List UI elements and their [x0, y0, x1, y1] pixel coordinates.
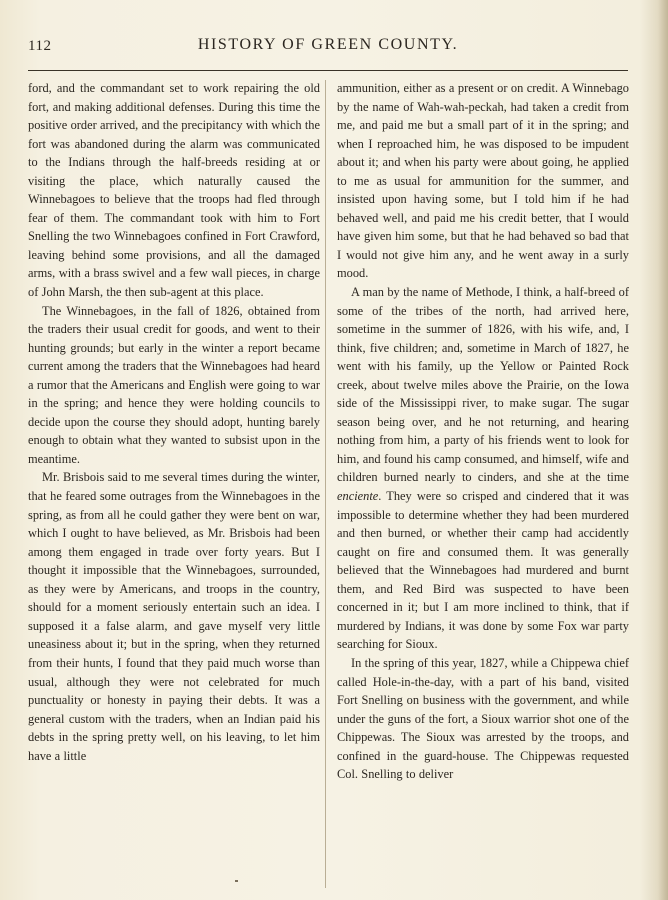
column-divider	[325, 80, 326, 888]
italic-word: enciente	[337, 489, 379, 504]
paragraph: The Winnebagoes, in the fall of 1826, obtained from the traders their usual credit for goods, and went to their hunting grounds; but early in the winter a report became current among the traders that the Winnebagoes had heard a rumor that the Americans and English were going to war in the spring; and hence they were holding councils to decide upon the course they should adopt, hunting barely enough to obtain what they wanted to subsist upon in the meantime.	[28, 303, 320, 466]
page-header	[28, 36, 628, 60]
paragraph: ammunition, either as a present or on credit. A Winnebago by the name of Wah-wah-peckah, had taken a credit from me, and paid me but a small part of it in the spring; and when I reproached him, he was disposed to be impudent about it; and when his party were about going, he applied to me as usual for ammunition for the summer, and insisted upon having some, but I told him if he had behaved well, and paid me his credit better, that I would have given him some, but that he had behaved so bad that I would not give him any, and he went away in a surly mood.	[337, 81, 629, 281]
paragraph: Mr. Brisbois said to me several times during the winter, that he feared some outrages from the Winnebagoes in the spring, as from all he could gather they were bent on war, which I ought to have believed, as Mr. Brisbois had been among them engaged in trade over forty years. But I thought it impossible that the Winnebagoes, surrounded, as they were by Americans, and troops in the country, should for a moment seriously entertain such an idea. I supposed it a false alarm, and gave myself very little uneasiness about it; but in the spring, when they returned from their hunts, I found that they paid much worse than usual, although they were not celebrated for much punctuality or honesty in paying their debts. It was a general custom with the traders, when an Indian paid his debts in the spring pretty well, on his leaving, to let him have a little	[28, 470, 320, 763]
running-title: HISTORY OF GREEN COUNTY.	[197, 36, 459, 53]
paragraph: ford, and the commandant set to work repairing the old fort, and making additional defenses. During this time the positive order arrived, and the precipitancy with which the fort was abandoned during the alarm was communicated to the Indians through the half-breeds residing at or visiting the place, which naturally caused the Winnebagoes to believe that the troops had fled through fear of them. The commandant took with him to Fort Snelling the two Winnebagoes confined in Fort Crawford, leaving behind some provisions, and all the damaged arms, with a brass swivel and a few wall pieces, in charge of John Marsh, the then sub-agent at this place.	[28, 81, 320, 300]
paragraph	[337, 283, 629, 654]
page-edge-shadow	[658, 0, 668, 900]
printer-mark	[235, 880, 238, 882]
page-number: 112	[28, 38, 52, 54]
paragraph-text: . They were so crisped and cindered that it was impossible to determine whether they had been murdered and then burned, or whether their camp had accidently caught on fire and consumed them. It was generally believed that the Winnebagoes had murdered and burnt them, and Red Bird was suspected to have been concerned in it; but I am more inclined to think, that if murdered by Indians, it was done by some Fox war party searching for Sioux.	[337, 489, 629, 652]
left-column	[28, 79, 320, 765]
right-column	[337, 79, 629, 784]
paragraph-text: A man by the name of Methode, I think, a half-breed of some of the tribes of the north, had arrived here, sometime in the summer of 1826, with his wife, and, I think, five children; and, sometime in March of 1827, he went with his family, up the Yellow or Painted Rock creek, about twelve miles above the Prairie, on the Iowa side of the Mississippi river, to make sugar. The sugar season being over, and he not returning, and hearing nothing from him, a party of his friends went to look for him, and found his camp consumed, and himself, wife and children burned nearly to cinders, and she at the time	[337, 285, 629, 485]
paragraph: In the spring of this year, 1827, while a Chippewa chief called Hole-in-the-day, with a part of his band, visited Fort Snelling on business with the government, and while under the guns of the fort, a Sioux warrior shot one of the Chippewas. The Sioux was arrested by the troops, and confined in the guard-house. The Chippewas requested Col. Snelling to deliver	[337, 655, 629, 782]
header-rule	[28, 70, 628, 71]
